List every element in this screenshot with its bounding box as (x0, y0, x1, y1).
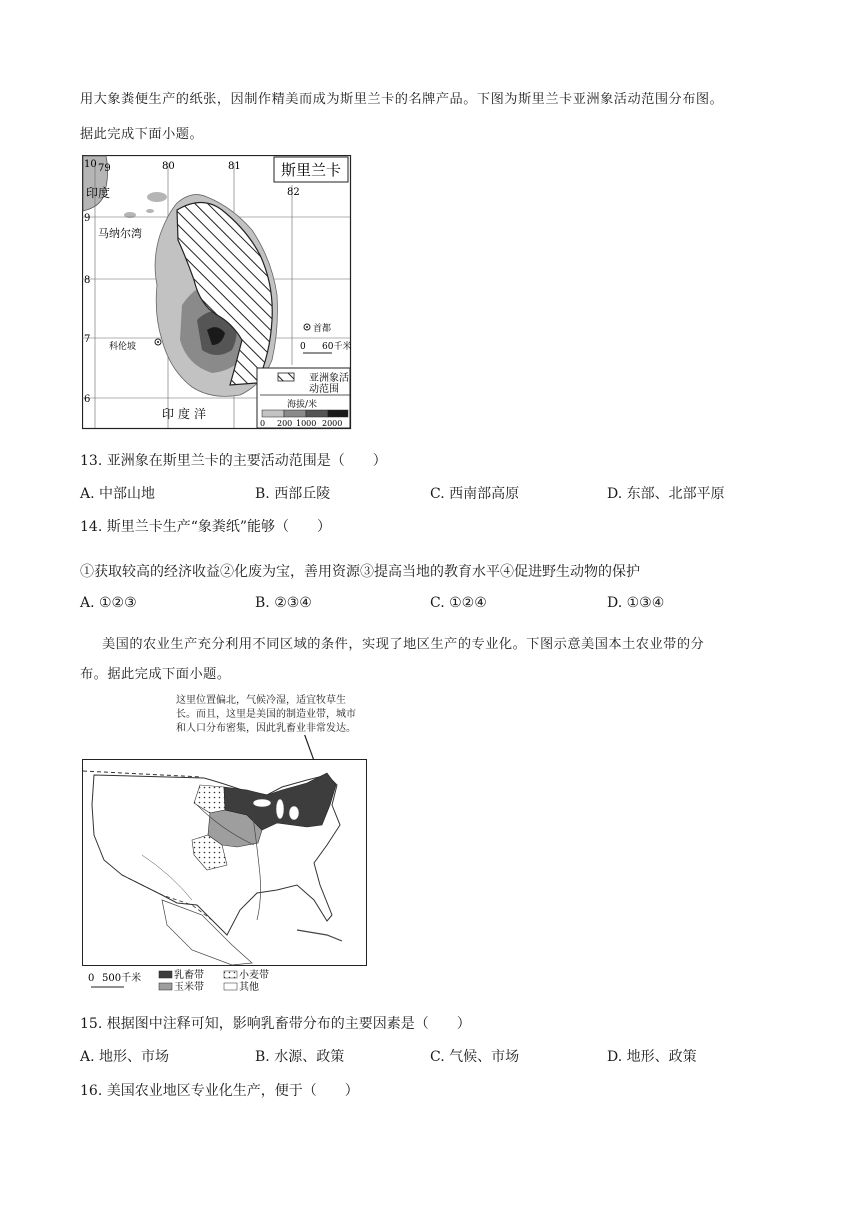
q13-option-d[interactable]: D. 东部、北部平原 (607, 486, 725, 502)
q16-stem: 16. 美国农业地区专业化生产，便于（ ） (80, 1083, 359, 1099)
place-colombo: 科伦坡 (109, 342, 137, 352)
lon-label-82: 82 (287, 187, 300, 198)
q14-option-a[interactable]: A. ①②③ (80, 595, 137, 611)
legend-elephant-2: 动范围 (309, 384, 339, 395)
q15-option-c[interactable]: C. 气候、市场 (430, 1049, 520, 1065)
q14-statements: ①获取较高的经济收益②化废为宝，善用资源③提高当地的教育水平④促进野生动物的保护 (80, 564, 640, 580)
q15-stem: 15. 根据图中注释可知，影响乳畜带分布的主要因素是（ ） (80, 1016, 471, 1032)
lon-label-80: 80 (162, 161, 175, 172)
legend-other: 其他 (239, 982, 259, 993)
map2-callout (176, 694, 356, 736)
lat-label-7: 7 (84, 334, 91, 345)
lat-label-8: 8 (84, 275, 91, 286)
q14-stem: 14. 斯里兰卡生产“象粪纸”能够（ ） (80, 519, 332, 535)
small-island (146, 209, 154, 213)
elephant-legend-swatch (278, 373, 294, 381)
passage1-line1: 用大象粪便生产的纸张，因制作精美而成为斯里兰卡的名牌产品。下图为斯里兰卡亚洲象活动范围分布图。 (80, 92, 724, 107)
elev-tick-1000: 1000 (296, 419, 317, 428)
great-lake (253, 799, 271, 807)
lon-label-81: 81 (228, 161, 241, 172)
legend-wheat-swatch (224, 971, 237, 978)
capital-legend-label: 首都 (313, 324, 332, 334)
q15-option-d[interactable]: D. 地形、政策 (607, 1049, 697, 1065)
elevation-title: 海拔/米 (286, 400, 318, 410)
place-gulf: 马纳尔湾 (98, 227, 142, 240)
legend-corn-swatch (159, 983, 172, 990)
scale-zero: 0 (300, 342, 306, 352)
q13-option-b[interactable]: B. 西部丘陵 (255, 486, 331, 502)
q14-option-d[interactable]: D. ①③④ (607, 595, 665, 611)
callout-line3: 和人口分布密集，因此乳畜业非常发达。 (176, 723, 356, 734)
q15-option-b[interactable]: B. 水源、政策 (255, 1049, 345, 1065)
passage2-line1: 美国的农业生产充分利用不同区域的条件，实现了地区生产的专业化。下图示意美国本土农业带的分 (102, 637, 705, 652)
us-agriculture-map (82, 735, 368, 995)
great-lake (289, 806, 299, 820)
legend-corn: 玉米带 (174, 982, 204, 993)
map2-scale-zero: 0 (88, 973, 95, 984)
legend-wheat: 小麦带 (239, 970, 269, 981)
scale-label: 60千米 (322, 342, 352, 352)
map2-scale-label: 500千米 (102, 973, 142, 984)
q14-option-b[interactable]: B. ②③④ (255, 595, 312, 611)
lon-label-79: 79 (98, 163, 111, 174)
lat-label-9: 9 (84, 213, 91, 224)
passage2-line2: 布。据此完成下面小题。 (80, 667, 231, 682)
callout-line2: 长。而且，这里是美国的制造业带，城市 (176, 709, 356, 720)
elev-tick-200: 200 (277, 419, 293, 428)
map1-title: 斯里兰卡 (280, 161, 342, 179)
lat-label-10: 10 (84, 159, 97, 170)
q13-option-c[interactable]: C. 西南部高原 (430, 486, 520, 502)
small-island (147, 192, 167, 202)
legend-elephant-1: 亚洲象活 (309, 373, 349, 384)
sri-lanka-map (82, 155, 352, 430)
q14-option-c[interactable]: C. ①②④ (430, 595, 487, 611)
q13-stem: 13. 亚洲象在斯里兰卡的主要活动范围是（ ） (80, 453, 387, 469)
great-lake (276, 799, 284, 819)
lat-label-6: 6 (84, 394, 91, 405)
passage1-line2: 据此完成下面小题。 (80, 127, 204, 142)
legend-dairy-swatch (159, 971, 172, 978)
elev-tick-0: 0 (260, 419, 266, 428)
place-ocean: 印度洋 (162, 407, 211, 421)
place-india: 印度 (86, 186, 111, 200)
legend-dairy: 乳畜带 (174, 970, 204, 981)
elev-tick-2000: 2000 (322, 419, 343, 428)
callout-line1: 这里位置偏北，气候冷湿，适宜牧草生 (176, 695, 346, 706)
q13-option-a[interactable]: A. 中部山地 (80, 486, 156, 502)
q15-option-a[interactable]: A. 地形、市场 (80, 1049, 170, 1065)
legend-other-swatch (224, 983, 237, 990)
